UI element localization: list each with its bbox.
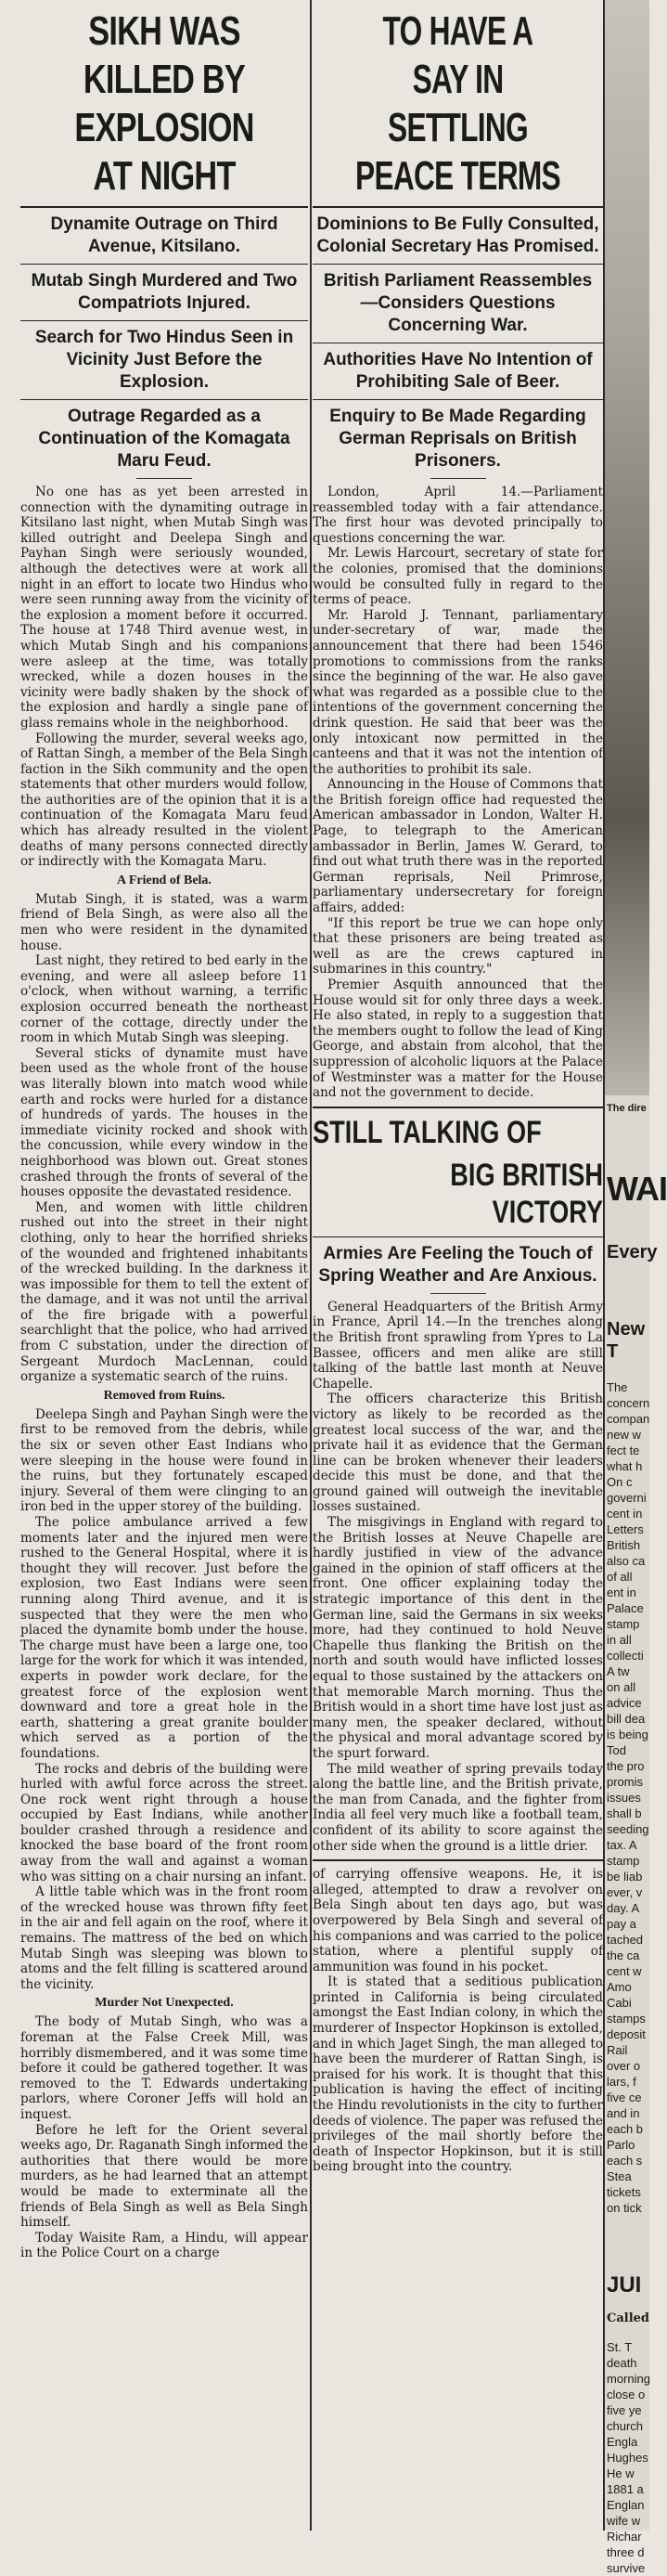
cut-line: promis bbox=[607, 1775, 644, 1789]
rule bbox=[313, 1236, 603, 1237]
left-paragraph: The rocks and debris of the building were hurled with awful force across the street. One rock went right through a house occupied by East Indians, while another boulder crashed through a residence and knocked the base board of the front room away from the wall and against a woman who was sitting on a chair nursing an infant. bbox=[20, 1761, 308, 1884]
cut-line: stamps bbox=[607, 2012, 646, 2026]
rule bbox=[313, 264, 603, 265]
cut-line: in all bbox=[607, 1633, 632, 1647]
cut-line: new w bbox=[607, 1428, 641, 1442]
rule bbox=[313, 399, 603, 400]
cut-line: collecti bbox=[607, 1649, 644, 1663]
cut-line: is being bbox=[607, 1728, 648, 1741]
left-deck-1: Dynamite Outrage on Third Avenue, Kitsilano. bbox=[50, 214, 278, 256]
cut-line: Hughes bbox=[607, 2451, 648, 2465]
cut-off-column bbox=[605, 0, 667, 2575]
cut-line: church bbox=[607, 2419, 644, 2433]
cut-line: He w bbox=[607, 2466, 635, 2480]
cut-line: five ce bbox=[607, 2091, 642, 2104]
cut-line: cent in bbox=[607, 1507, 643, 1521]
cut-line: Tod bbox=[607, 1743, 626, 1757]
rule bbox=[20, 399, 308, 400]
rule bbox=[20, 320, 308, 321]
left-paragraph: A little table which was in the front room of the wrecked house was thrown fifty feet in the air and fell again on the roof, where it remains. The mattress of the bed on which Mutab Singh was sleeping was blown to atoms and the felt filling is scattered around the vicinity. bbox=[20, 1884, 308, 1992]
cut-line: wife w bbox=[607, 2514, 641, 2528]
cut-line: On c bbox=[607, 1475, 633, 1489]
cut-line: fect te bbox=[607, 1443, 640, 1457]
left-paragraph: No one has as yet been arrested in connection with the dynamiting outrage in Kitsilano last night, when Mutab Singh was killed outright and Deelepa Singh and Payhan Singh were seriously wounded, although the detectives were at work all night in an effort to locate two Hindus who were seen running away from the vicinity of the explosion a moment before it occurred. The house at 1748 Third avenue west, in which Mutab Singh and his companions were asleep at the time, was totally wrecked, while a dozen houses in the vicinity were badly shaken by the shock of the explosion and hardly a single pane of glass remains whole in the neighborhood. bbox=[20, 485, 308, 731]
short-rule bbox=[430, 478, 486, 479]
cut-line: of all bbox=[607, 1570, 633, 1584]
right-deck-3: Authorities Have No Intention of Prohibiting Sale of Beer. bbox=[323, 350, 593, 392]
cut-line: the ca bbox=[607, 1948, 640, 1962]
cut-line: concern bbox=[607, 1396, 650, 1410]
victory-paragraph: General Headquarters of the British Army in France, April 14.—In the trenches along the British front sprawling from Ypres to La Bassee, officers and men alike are still talking of the battle last month at Neuve Chapelle. bbox=[313, 1299, 603, 1392]
left-deck-3: Search for Two Hindus Seen in Vicinity Just Before the Explosion. bbox=[34, 328, 294, 392]
left-paragraph: Deelepa Singh and Payhan Singh were the first to be removed from the debris, while the six or seven other East Indians who were sleeping in the house were found in the ruins, but they fortunately escaped injury. Several of them were clinging to an iron bed in the upper storey of the building. bbox=[20, 1406, 308, 1515]
cut-line: Richar bbox=[607, 2530, 642, 2544]
cut-line: ever, v bbox=[607, 1885, 643, 1899]
cut-line: lars, f bbox=[607, 2075, 636, 2089]
right-deck-1: Dominions to Be Fully Consulted, Colonial Secretary Has Promised. bbox=[316, 214, 599, 256]
cut-line: Rail bbox=[607, 2043, 628, 2057]
cut-line: ent in bbox=[607, 1586, 636, 1599]
left-paragraph: Last night, they retired to bed early in the evening, and were all asleep before 11 o'clock, when without warning, a terrific explosion occurred beneath the northeast corner of the cottage, directly under the room in which Mutab Singh was sleeping. bbox=[20, 953, 308, 1046]
rule bbox=[313, 1107, 603, 1108]
left-paragraph: Before he left for the Orient several weeks ago, Dr. Raganath Singh informed the authorities that there would be more murders, as he had learned that an attempt would be made to exterminate all the friends of Bela Singh as well as Bela Singh himself. bbox=[20, 2122, 308, 2231]
cut-line: Parlo bbox=[607, 2138, 635, 2152]
cut-line: bill dea bbox=[607, 1712, 646, 1726]
cut-line: death bbox=[607, 2356, 637, 2370]
cut-line: Palace bbox=[607, 1601, 644, 1615]
rule bbox=[313, 1859, 603, 1861]
cut-line: each s bbox=[607, 2154, 643, 2168]
victory-paragraph: The mild weather of spring prevails today along the battle line, and the British private, the man from Canada, and the fighter from India all feel very much like a football team, confident of its ability to score against the other side when the ground is a little drier. bbox=[313, 1761, 603, 1854]
cut-line: Englan bbox=[607, 2498, 645, 2512]
left-deck-2: Mutab Singh Murdered and Two Compatriots Injured. bbox=[31, 271, 298, 313]
right-deck-4: Enquiry to Be Made Regarding German Reprisals on British Prisoners. bbox=[329, 407, 586, 471]
right-paragraph: "If this report be true we can hope only that these prisoners are being treated as well as are the crews captured in submarines in this country." bbox=[313, 915, 603, 977]
cut-line: tickets bbox=[607, 2185, 641, 2199]
cut-line: over o bbox=[607, 2059, 641, 2073]
cut-line: on all bbox=[607, 1680, 636, 1694]
cut-line: advice bbox=[607, 1696, 642, 1710]
cut-line: British bbox=[607, 1538, 641, 1552]
cut-headline: WAI bbox=[607, 1170, 667, 1208]
photo-caption: The dire bbox=[607, 1103, 647, 1114]
cut-line: tached bbox=[607, 1933, 644, 1947]
cut-line: issues bbox=[607, 1791, 641, 1805]
left-paragraph: Mutab Singh, it is stated, was a warm friend of Bela Singh, as were also all the men who were resident in the dynamited house. bbox=[20, 891, 308, 953]
left-paragraph: Following the murder, several weeks ago, of Rattan Singh, a member of the Bela Singh faction in the Sikh community and the open statements that other murders would follow, the authorities are of the opinion that it is a continuation of the Komagata Maru feud which has already resulted in the violent deaths of many persons connected directly or indirectly with the Komagata Maru. bbox=[20, 731, 308, 870]
cut-line: also ca bbox=[607, 1554, 646, 1568]
left-column bbox=[20, 0, 308, 2531]
rule bbox=[20, 206, 308, 208]
left-deck-4: Outrage Regarded as a Continuation of the Komagata Maru Feud. bbox=[38, 407, 290, 471]
cut-line: pay a bbox=[607, 1917, 636, 1931]
right-deck-2: British Parliament Reassembles—Considers Questions Concerning War. bbox=[323, 271, 593, 335]
left-subhead-friend: A Friend of Bela. bbox=[117, 873, 212, 887]
right-paragraph: Premier Asquith announced that the House would sit for only three days a week. He also stated, in reply to a suggestion that the members ought to follow the lead of King George, and abstain from alcohol, that the suppression of alcoholic liquors at the Palace of Westminster was a matter for the House and not the government to decide. bbox=[313, 977, 603, 1101]
cut-line: what h bbox=[607, 1459, 643, 1473]
victory-headline-1: STILL TALKING OF bbox=[313, 1114, 542, 1150]
cut-line: five ye bbox=[607, 2403, 642, 2417]
right-column bbox=[313, 0, 603, 2531]
cut-subhead: Every bbox=[607, 1242, 658, 1262]
photo bbox=[605, 0, 649, 1095]
cut-deck: New T bbox=[607, 1319, 646, 1362]
cut-line: Letters bbox=[607, 1522, 644, 1536]
short-rule bbox=[430, 1293, 486, 1294]
cut-line: compan bbox=[607, 1412, 650, 1426]
cut-line: on tick bbox=[607, 2201, 642, 2215]
cut-subhead-2: Called bbox=[607, 2311, 650, 2325]
cut-line: stamp bbox=[607, 1617, 640, 1631]
right-headline: TO HAVE A SAY IN SETTLING PEACE TERMS bbox=[355, 8, 560, 199]
cut-line: and in bbox=[607, 2106, 640, 2120]
right-paragraph: Mr. Harold J. Tennant, parliamentary under-secretary of war, made the announcement that there had been 1546 promotions to commissions from the ranks since the beginning of the war. He also gave what was regarded as a possible clue to the intentions of the government concerning the drink question. He said that beer was the only intoxicant now permitted in the canteens and that it was not the intention of the authorities to prohibit its sale. bbox=[313, 607, 603, 777]
cut-line: St. T bbox=[607, 2340, 633, 2354]
cut-line: the pro bbox=[607, 1759, 645, 1773]
left-paragraph: Today Waisite Ram, a Hindu, will appear in the Police Court on a charge bbox=[20, 2230, 308, 2261]
left-subhead-ruins: Removed from Ruins. bbox=[103, 1388, 225, 1403]
cut-line: Amo bbox=[607, 1980, 632, 1994]
cut-line: The bbox=[607, 1380, 628, 1394]
continuation-paragraph: It is stated that a seditious publication printed in California is being circulated amongst the East Indian colony, in which the murderer of Inspector Hopkinson is extolled, and in which Jaget Singh, the man alleged to have been the murderer of Rattan Singh, is praised for his work. It is thought that this publication is having the effect of inciting the Hindu revolutionists in the city to further deeds of violence. The paper was refused the privileges of the mail shortly before the death of Inspector Hopkinson, but it is still being brought into the country. bbox=[313, 1974, 603, 2175]
left-headline: SIKH WAS KILLED BY EXPLOSION AT NIGHT bbox=[74, 8, 254, 199]
victory-headline-2: BIG BRITISH VICTORY bbox=[450, 1157, 603, 1230]
cut-line: A tw bbox=[607, 1664, 630, 1678]
short-rule bbox=[136, 478, 192, 479]
victory-paragraph: The misgivings in England with regard to the British losses at Neuve Chapelle are hardly justified in view of the advance gained in the opinion of staff officers at the front. One officer explaining today the strategic importance of this dent in the German line, said the Germans in six weeks more, had they continued to hold Neuve Chapelle thus flanking the British on the north and south would have inflicted losses equal to those sustained by the attackers on that memorable March morning. Thus the British would in a short time have lost just as many men, the speaker declared, without the physical and moral advantage scored by the spurt forward. bbox=[313, 1515, 603, 1761]
rule bbox=[313, 206, 603, 208]
left-subhead-murder: Murder Not Unexpected. bbox=[95, 1996, 234, 2011]
cut-line: Stea bbox=[607, 2169, 632, 2183]
cut-line: close o bbox=[607, 2388, 646, 2401]
left-paragraph: Several sticks of dynamite must have been used as the whole front of the house was literally blown into match wood while earth and rocks were hurled for a distance of hundreds of yards. The houses in the immediate vicinity rocked and shook with the concussion, while every window in the neighborhood was blown out. Great stones crashed through the fronts of several of the houses opposite the devastated residence. bbox=[20, 1045, 308, 1200]
cut-line: 1881 a bbox=[607, 2482, 644, 2496]
cut-line: stamp bbox=[607, 1854, 640, 1868]
right-paragraph: London, April 14.—Parliament reassembled today with a fair attendance. The first hour was devoted principally to questions concerning the war. bbox=[313, 485, 603, 546]
left-paragraph: The police ambulance arrived a few moments later and the injured men were rushed to the General Hospital, where it is thought they will recover. Just before the explosion, two East Indians were seen running along Third avenue, and it is suspected that they were the men who placed the dynamite bomb under the house. The charge must have been a large one, too large for the work for which it was intended, experts in powder work declare, for the greatest force of the explosion went downward and tore a great hole in the earth, shattering a great granite boulder which served as a portion of the foundations. bbox=[20, 1515, 308, 1761]
rule bbox=[20, 264, 308, 265]
cut-line: deposit bbox=[607, 2027, 646, 2041]
cut-line: governi bbox=[607, 1491, 647, 1505]
cut-line: be liab bbox=[607, 1870, 643, 1883]
cut-line: tax. A bbox=[607, 1838, 637, 1852]
victory-deck: Armies Are Feeling the Touch of Spring Weather and Are Anxious. bbox=[318, 1243, 597, 1286]
cut-line: each b bbox=[607, 2122, 644, 2136]
right-paragraph: Announcing in the House of Commons that the British foreign office had requested the American ambassador in London, Walter H. Page, to telegraph to the American ambassador in Berlin, James W. Gerard, to find out what truth there was in the reported German reprisals, Neil Primrose, parliamentary undersecretary for foreign affairs, added: bbox=[313, 777, 603, 916]
cut-line: cent w bbox=[607, 1964, 642, 1978]
cut-text-lines-2 bbox=[607, 2339, 649, 2576]
cut-line: Cabi bbox=[607, 1996, 632, 2010]
cut-line: seeding bbox=[607, 1822, 649, 1836]
cut-line: shall b bbox=[607, 1806, 642, 1820]
cut-line: day. A bbox=[607, 1901, 640, 1915]
cut-headline-2: JUI bbox=[607, 2272, 642, 2298]
right-paragraph: Mr. Lewis Harcourt, secretary of state for the colonies, promised that the dominions would be consulted fully in regard to the terms of peace. bbox=[313, 546, 603, 608]
column-rule bbox=[310, 0, 312, 2531]
cut-line: survive bbox=[607, 2561, 646, 2575]
cut-text-lines bbox=[607, 1379, 649, 2216]
left-paragraph: Men, and women with little children rushed out into the street in their night clothing, only to hear the horrified shrieks of the wounded and frightened inhabitants of the wrecked building. In the darkness it was impossible for them to tell the extent of the damage, and it was not until the arrival of the fire brigade with a powerful searchlight that the police, who had arrived from C substation, under the direction of Sergeant Murdoch MacLennan, could organize a systematic search of the ruins. bbox=[20, 1199, 308, 1385]
left-paragraph: The body of Mutab Singh, who was a foreman at the False Creek Mill, was horribly dismembered, and it was some time before it could be gathered together. It was removed to the T. Edwards undertaking parlors, where Coroner Jeffs will hold an inquest. bbox=[20, 2014, 308, 2122]
continuation-paragraph: of carrying offensive weapons. He, it is alleged, attempted to draw a revolver on Bela Singh about ten days ago, but was overpowered by Bela Singh and several of his companions and was carried to the police station, where a plentiful supply of ammunition was found in his pocket. bbox=[313, 1867, 603, 1974]
cut-line: Engla bbox=[607, 2435, 638, 2449]
victory-paragraph: The officers characterize this British victory as likely to be recorded as the greatest local success of the war, and the private hail it as evidence that the German line can be broken whenever their leaders decide this must be done, and that the ground gained will outweigh the inevitable losses sustained. bbox=[313, 1392, 603, 1515]
cut-line: morning bbox=[607, 2372, 650, 2386]
cut-line: three d bbox=[607, 2545, 645, 2559]
